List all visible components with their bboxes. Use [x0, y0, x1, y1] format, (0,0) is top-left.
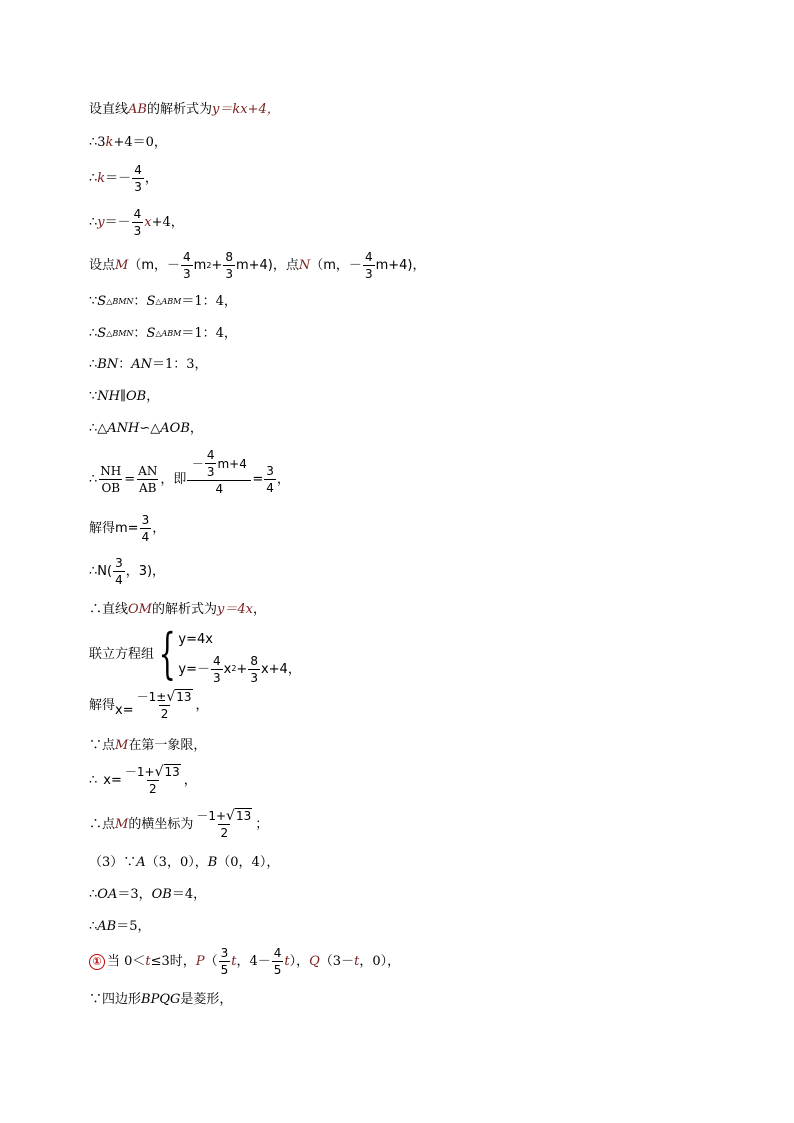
numerator: 3: [141, 513, 150, 527]
text: ＝1：4，: [181, 326, 237, 341]
numerator: 4: [183, 250, 191, 264]
text: ），: [289, 954, 310, 969]
text: ∴△: [89, 421, 108, 436]
var-s: S: [97, 326, 107, 341]
text: 设直线: [89, 102, 129, 117]
text: ＝－: [104, 215, 131, 230]
text: ，3)，: [125, 564, 166, 579]
subscript: △ABM: [155, 328, 182, 338]
text: m+4: [217, 456, 247, 471]
denominator: OB: [101, 480, 121, 495]
text: 设点: [89, 258, 116, 273]
fraction: [248, 654, 260, 685]
line-3: [89, 163, 158, 194]
text: ：: [118, 357, 132, 372]
denominator: 3: [212, 670, 221, 685]
subscript: △ABM: [155, 296, 182, 306]
var-m: M: [115, 817, 129, 832]
var-b: B: [207, 855, 218, 870]
var-s: S: [146, 294, 156, 309]
fraction: [140, 513, 152, 544]
numerator: 3: [220, 946, 229, 960]
denominator: 2: [149, 782, 157, 796]
text: +4，: [247, 102, 280, 117]
text: （m，: [128, 258, 167, 273]
text: ＝1：4，: [181, 294, 237, 309]
line-18: [89, 765, 197, 796]
text: （3－: [319, 954, 355, 969]
equation-system: [178, 624, 300, 684]
text: x+4: [260, 661, 288, 677]
text: ∵: [89, 294, 98, 309]
line-12: [89, 513, 165, 544]
line-14: [89, 603, 266, 616]
text: －1±: [136, 690, 167, 704]
text: 解得: [89, 698, 116, 713]
fraction: [132, 207, 144, 238]
text: ∵: [89, 389, 98, 404]
var-ab: AB: [128, 102, 147, 117]
text: =: [124, 471, 136, 487]
text: ，: [195, 698, 209, 713]
denominator: 3: [183, 267, 191, 281]
text: ∴: [89, 564, 98, 579]
var-s: S: [97, 294, 107, 309]
text: ，4－: [236, 954, 271, 969]
var-p: P: [195, 954, 205, 969]
text: ∵四边形: [89, 992, 142, 1007]
text: ＝4，: [171, 887, 207, 902]
line-1: [89, 103, 280, 116]
text: =: [252, 471, 264, 487]
denominator: 4: [187, 480, 251, 496]
text: ，: [276, 471, 290, 487]
numerator: 4: [133, 207, 142, 221]
text: －: [167, 258, 181, 273]
var-oa: OA: [97, 887, 118, 902]
var-bn: BN: [97, 357, 119, 372]
text: ，: [144, 171, 158, 186]
sqrt-icon: √: [166, 689, 176, 705]
numerator: 4: [273, 946, 282, 960]
text: ＝4: [224, 602, 246, 617]
text: m+4)，: [375, 258, 426, 273]
var-a: A: [136, 855, 146, 870]
exponent: 2: [206, 260, 212, 270]
text: （3，0），: [145, 855, 208, 870]
denominator: 3: [225, 267, 233, 281]
line-4: [89, 207, 184, 238]
text: ＝1：3，: [152, 357, 208, 372]
text: ；: [255, 817, 269, 832]
numerator: 3: [266, 463, 274, 478]
text: ＝3，: [117, 887, 152, 902]
denominator: 3: [133, 224, 142, 238]
numerator: 3: [115, 556, 123, 570]
fraction: [181, 250, 193, 281]
numerator: 4: [134, 163, 142, 177]
equation-1: [178, 624, 300, 654]
fraction: [98, 464, 123, 495]
text: ∴: [89, 773, 98, 788]
text: 的解析式为: [146, 102, 212, 117]
line-13: [89, 556, 165, 587]
text: （: [204, 954, 218, 969]
text: －: [348, 258, 362, 273]
text: ∴: [89, 357, 98, 372]
line-23: [89, 946, 400, 977]
var-x: x: [144, 215, 152, 230]
text: ，: [189, 421, 203, 436]
text: －: [191, 456, 204, 471]
fraction: [194, 809, 254, 840]
line-10: [89, 422, 203, 435]
text: （0，4），: [217, 855, 280, 870]
radicand: 13: [235, 809, 252, 823]
var-kx: kx: [232, 102, 248, 117]
text: +: [236, 661, 248, 677]
denominator: 3: [134, 180, 142, 194]
var-ob: OB: [151, 887, 172, 902]
line-24: [89, 993, 232, 1006]
text: ∴: [89, 215, 98, 230]
line-8: [89, 358, 208, 371]
text: ＝－: [105, 171, 132, 186]
text: ∴直线: [89, 602, 129, 617]
text: ，: [183, 773, 197, 788]
text: ∴: [89, 326, 98, 341]
line-6: [89, 295, 237, 308]
denominator: 4: [141, 530, 150, 544]
line-17: [89, 739, 206, 752]
text: m=: [115, 521, 139, 536]
fraction: [205, 448, 217, 479]
var-ob: OB: [126, 389, 147, 404]
numerator: [194, 809, 254, 824]
var-nh: NH: [97, 389, 120, 404]
var-k: k: [97, 171, 106, 186]
denominator: 5: [273, 963, 282, 977]
text: ：: [133, 294, 147, 309]
sqrt-icon: √: [226, 808, 235, 824]
line-21: [89, 888, 206, 901]
var-anh: ANH: [107, 421, 140, 436]
fraction: [136, 464, 159, 495]
line-20: [89, 856, 279, 869]
var-bpqg: BPQG: [141, 992, 181, 1007]
text: ，: [252, 602, 266, 617]
fraction: [123, 765, 183, 796]
var-q: Q: [309, 954, 320, 969]
text: y=－: [178, 661, 210, 677]
var-t: t: [231, 954, 237, 969]
text: ∥: [120, 389, 127, 404]
numerator: AN: [138, 463, 158, 478]
var-ab: AB: [97, 919, 117, 934]
numerator: 4: [212, 653, 221, 668]
line-7: [89, 327, 237, 340]
compound-numerator: [190, 448, 249, 480]
fraction: [223, 250, 235, 281]
var-y: y: [217, 602, 225, 617]
text: ＝5，: [116, 919, 151, 934]
subscript: △BMN: [106, 296, 134, 306]
equation-2: [178, 654, 300, 684]
text: ∴点: [89, 817, 116, 832]
text: （3）∵: [89, 855, 137, 870]
var-y: y: [211, 102, 220, 117]
var-an: AN: [131, 357, 152, 372]
fraction: [211, 654, 223, 685]
text: m: [193, 258, 207, 273]
text: 解得: [89, 521, 116, 536]
text: ，即: [160, 471, 187, 487]
var-m: M: [115, 738, 129, 753]
denominator: 2: [220, 826, 229, 840]
fraction: [363, 250, 375, 281]
numerator: [123, 765, 183, 780]
fraction: [219, 946, 231, 977]
var-t: t: [284, 954, 290, 969]
circled-number-1: ①: [89, 954, 105, 970]
text: ≤3时，: [150, 954, 196, 969]
fraction: [264, 464, 276, 495]
text: 联立方程组: [89, 646, 155, 662]
line-15: [89, 624, 301, 684]
var-aob: AOB: [160, 421, 190, 436]
text: 的解析式为: [151, 602, 217, 617]
sqrt-icon: √: [154, 764, 164, 780]
denominator: 5: [220, 963, 229, 977]
text: ：: [133, 326, 147, 341]
subscript: △BMN: [106, 328, 134, 338]
var-n: N: [298, 258, 311, 273]
text: ∴: [89, 887, 98, 902]
line-2: [89, 136, 167, 149]
fraction: [135, 690, 195, 721]
text: 是菱形，: [180, 992, 233, 1007]
line-16: [89, 690, 209, 721]
var-s: S: [146, 326, 156, 341]
text: ，: [287, 661, 301, 677]
var-x: x: [245, 602, 253, 617]
text: 在第一象限，: [128, 738, 207, 753]
var-k: k: [105, 135, 114, 150]
text: N(: [97, 564, 113, 579]
var-t: t: [354, 954, 360, 969]
text: x=: [103, 773, 122, 788]
numerator: 4: [364, 250, 373, 264]
text: ∴3: [89, 135, 106, 150]
var-m: M: [115, 258, 129, 273]
text: －1+: [124, 765, 155, 779]
fraction: [132, 163, 144, 194]
text: ∵点: [89, 738, 116, 753]
text: x=: [115, 703, 134, 718]
line-9: [89, 390, 159, 403]
line-22: [89, 920, 151, 933]
text: 当 0＜: [107, 954, 146, 969]
text: m+4)，点: [235, 258, 299, 273]
text: +4，: [151, 215, 184, 230]
var-t: t: [145, 954, 151, 969]
exponent: 2: [231, 664, 237, 673]
line-19: [89, 809, 268, 840]
var-y: y: [97, 215, 105, 230]
radicand: 13: [164, 765, 180, 779]
fraction: [272, 946, 284, 977]
line-5: [89, 250, 425, 281]
denominator: 3: [206, 465, 215, 479]
radicand: 13: [176, 690, 192, 704]
line-11: [89, 448, 290, 496]
left-brace: {: [158, 622, 176, 685]
denominator: 3: [250, 670, 258, 685]
denominator: 2: [160, 707, 169, 721]
text: 的横坐标为: [128, 817, 194, 832]
text: ，0），: [359, 954, 401, 969]
compound-fraction: [187, 448, 251, 496]
text: ∴: [89, 471, 98, 487]
text: +4＝0，: [113, 135, 167, 150]
denominator: 3: [364, 267, 373, 281]
text: ，: [146, 389, 160, 404]
denominator: AB: [139, 480, 157, 495]
numerator: [135, 690, 195, 705]
numerator: 4: [206, 448, 215, 462]
text: ∴: [89, 919, 98, 934]
text: ，: [152, 521, 166, 536]
text: －1+: [196, 809, 227, 823]
fraction: [113, 556, 125, 587]
text: y=4x: [178, 631, 213, 647]
var-om: OM: [128, 602, 152, 617]
numerator: NH: [100, 463, 122, 478]
numerator: 8: [250, 653, 258, 668]
numerator: 8: [225, 250, 233, 264]
denominator: 4: [115, 573, 123, 587]
text: ∴: [89, 171, 98, 186]
text: （m，: [310, 258, 349, 273]
denominator: 4: [266, 480, 274, 495]
text: ＝: [219, 102, 233, 117]
text: x: [223, 661, 232, 677]
text: ∽△: [139, 421, 161, 436]
text: +: [211, 258, 223, 273]
